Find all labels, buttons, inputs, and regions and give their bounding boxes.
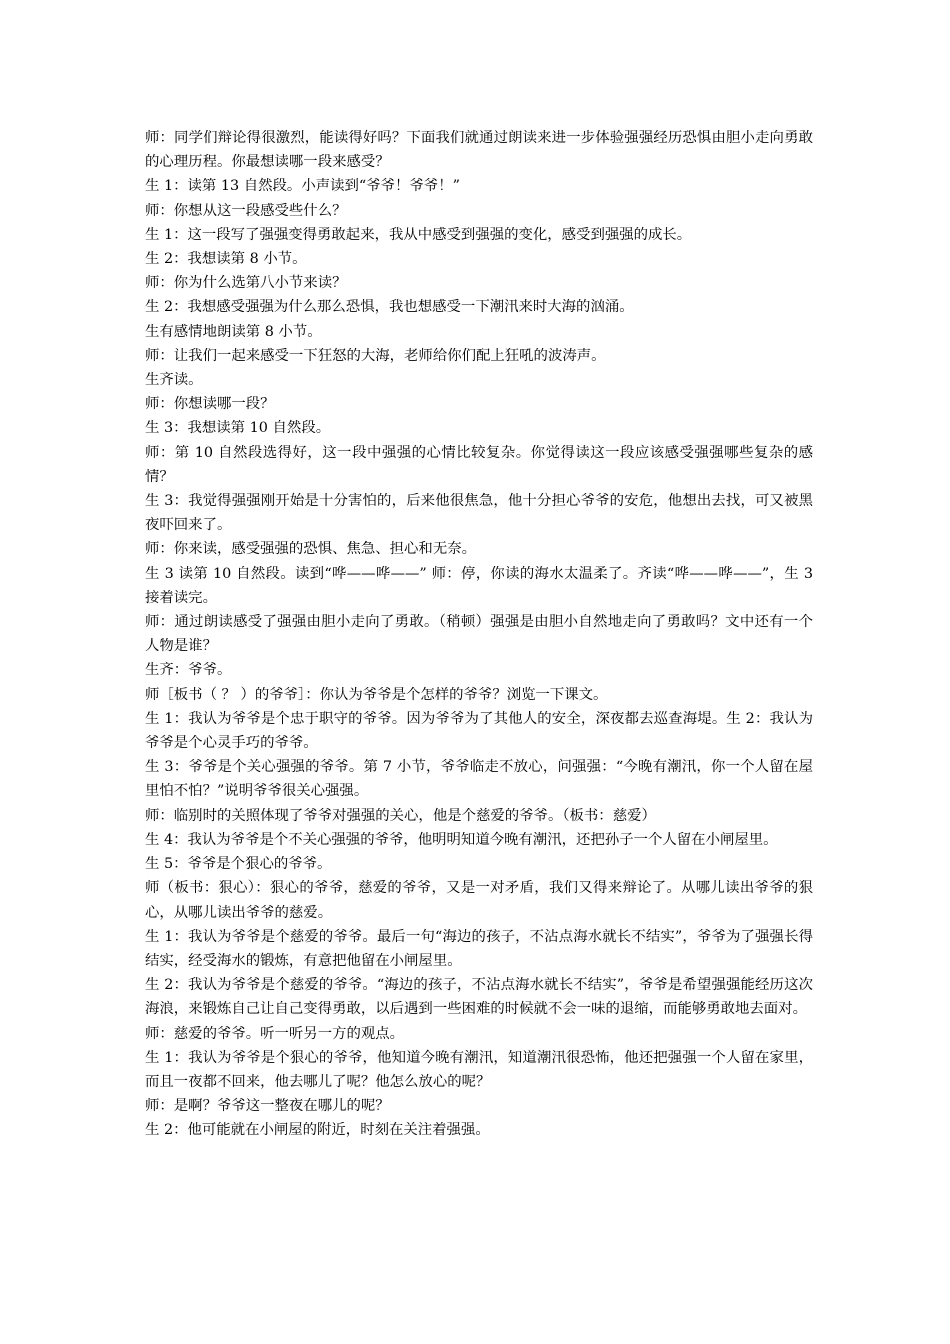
paragraph: 生 1：我认为爷爷是个忠于职守的爷爷。因为爷爷为了其他人的安全，深夜都去巡查海堤。生 2：我认为爷爷是个心灵手巧的爷爷。 <box>145 710 813 752</box>
paragraph: 师：慈爱的爷爷。听一听另一方的观点。 <box>145 1025 405 1042</box>
paragraph: 生 1：读第 13 自然段。小声读到“爷爷！爷爷！” <box>145 178 460 195</box>
paragraph: 生 3：我觉得强强刚开始是十分害怕的，后来他很焦急，他十分担心爷爷的安危，他想出去找，可又被黑夜吓回来了。 <box>145 493 813 534</box>
document-page <box>145 126 813 1143</box>
paragraph: 生 2：他可能就在小闸屋的附近，时刻在关注着强强。 <box>145 1122 490 1139</box>
paragraph: 生 1：我认为爷爷是个慈爱的爷爷。最后一句“海边的孩子，不沾点海水就长不结实”，爷爷为了强强长得结实，经受海水的锻炼，有意把他留在小闸屋里。 <box>145 928 813 969</box>
paragraph: 生 2：我想感受强强为什么那么恐惧，我也想感受一下潮汛来时大海的汹涌。 <box>145 299 634 316</box>
paragraph: 生 3：我想读第 10 自然段。 <box>145 420 331 437</box>
paragraph: 师：让我们一起来感受一下狂怒的大海，老师给你们配上狂吼的波涛声。 <box>145 347 606 364</box>
paragraph: 师：同学们辩论得很激烈，能读得好吗？下面我们就通过朗读来进一步体验强强经历恐惧由胆小走向勇敢的心理历程。你最想读哪一段来感受？ <box>145 130 813 171</box>
paragraph: 师：临别时的关照体现了爷爷对强强的关心，他是个慈爱的爷爷。（板书：慈爱） <box>145 807 656 824</box>
paragraph: 生 3：爷爷是个关心强强的爷爷。第 7 小节，爷爷临走不放心，问强强：“今晚有潮汛，你一个人留在屋里怕不怕？”说明爷爷很关心强强。 <box>145 759 813 800</box>
paragraph: 生 5：爷爷是个狠心的爷爷。 <box>145 856 332 873</box>
paragraph: 师：通过朗读感受了强强由胆小走向了勇敢。（稍顿）强强是由胆小自然地走向了勇敢吗？文中还有一个人物是谁？ <box>145 614 813 655</box>
paragraph: 师：你来读，感受强强的恐惧、焦急、担心和无奈。 <box>145 541 476 558</box>
paragraph: 生 1：这一段写了强强变得勇敢起来，我从中感受到强强的变化，感受到强强的成长。 <box>145 226 692 243</box>
paragraph: 生 3 读第 10 自然段。读到“哗——哗——” 师：停，你读的海水太温柔了。齐读“哗——哗——”，生 3 接着读完。 <box>145 565 813 606</box>
paragraph: 师：你想读哪一段？ <box>145 396 275 413</box>
paragraph: 生有感情地朗读第 8 小节。 <box>145 323 322 340</box>
paragraph: 师：第 10 自然段选得好，这一段中强强的心情比较复杂。你觉得读这一段应该感受强强哪些复杂的感情？ <box>145 444 813 485</box>
paragraph: 生 2：我认为爷爷是个慈爱的爷爷。“海边的孩子，不沾点海水就长不结实”，爷爷是希望强强能经历这次海浪，来锻炼自己让自己变得勇敢，以后遇到一些困难的时候就不会一味的退缩，而能够勇敢地去面对。 <box>145 977 813 1018</box>
paragraph: 生 2：我想读第 8 小节。 <box>145 251 307 268</box>
paragraph: 师（板书：狠心）：狠心的爷爷，慈爱的爷爷，又是一对矛盾，我们又得来辩论了。从哪儿读出爷爷的狠心，从哪儿读出爷爷的慈爱。 <box>145 880 813 921</box>
paragraph: 生 4：我认为爷爷是个不关心强强的爷爷，他明明知道今晚有潮汛，还把孙子一个人留在小闸屋里。 <box>145 831 778 848</box>
paragraph: 师：你为什么选第八小节来读？ <box>145 275 347 292</box>
paragraph: 生 1：我认为爷爷是个狠心的爷爷，他知道今晚有潮汛，知道潮汛很恐怖，他还把强强一个人留在家里，而且一夜都不回来，他去哪儿了呢？他怎么放心的呢？ <box>145 1049 813 1090</box>
paragraph: 生齐读。 <box>145 372 203 389</box>
paragraph: 师：你想从这一段感受些什么？ <box>145 202 347 219</box>
paragraph: 师［板书（ ？ ）的爷爷］：你认为爷爷是个怎样的爷爷？浏览一下课文。 <box>145 686 608 703</box>
paragraph: 师：是啊？爷爷这一整夜在哪儿的呢？ <box>145 1098 390 1115</box>
paragraph: 生齐：爷爷。 <box>145 662 232 679</box>
